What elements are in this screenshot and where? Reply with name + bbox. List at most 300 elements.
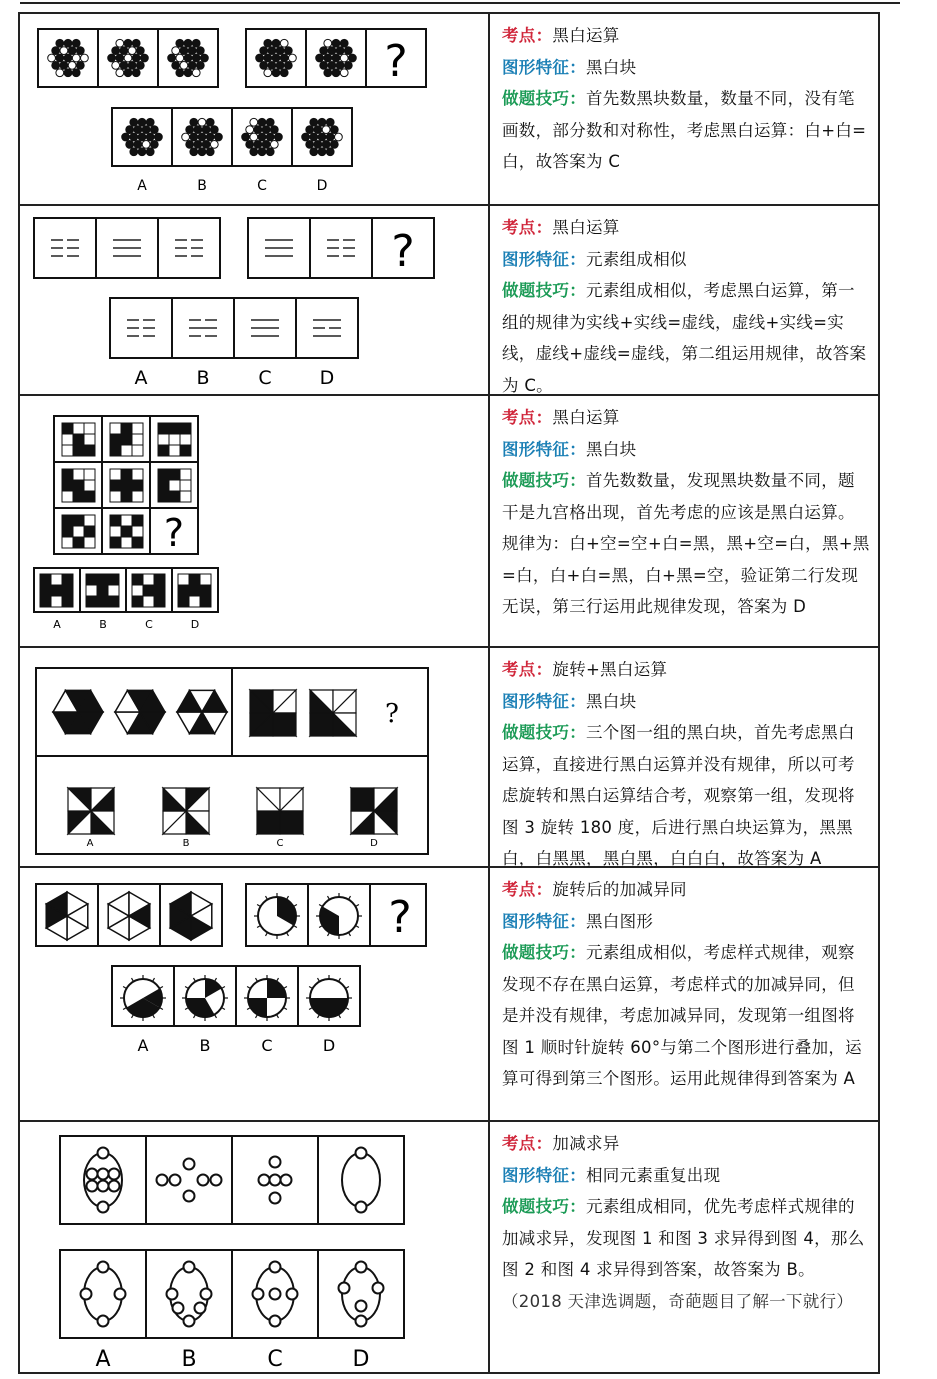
dot: [142, 126, 150, 134]
grid-block: [154, 574, 165, 585]
dot: [264, 39, 272, 47]
grid-block: [169, 445, 180, 456]
option-label: B: [197, 178, 207, 194]
dot: [326, 118, 334, 126]
dot: [134, 126, 142, 134]
dot: [260, 47, 268, 55]
grid-block: [40, 596, 51, 607]
jiqiao-value: 元素组成相似，考虑样式规律，观察发现不存在黑白运算，考虑样式的加减异同，但是并没有规律，考虑加减异同，发现第一组图将图 1 顺时针旋转 60°与第二个图形进行叠加，运算可得到第三个图形。运用此规律得到答案为 A: [502, 943, 862, 1088]
small-circle: [157, 1175, 168, 1186]
dot: [340, 39, 348, 47]
grid-block: [200, 574, 211, 585]
dot: [206, 118, 214, 126]
option-label: C: [258, 367, 272, 389]
dot: [198, 148, 206, 156]
dot: [76, 47, 84, 55]
dot: [116, 69, 124, 77]
dot: [194, 126, 202, 134]
small-circle: [173, 1303, 184, 1314]
small-circle: [270, 1289, 281, 1300]
tezheng-label: 图形特征：: [502, 249, 586, 269]
dot: [132, 54, 140, 62]
grid-block: [62, 596, 73, 607]
dot: [332, 54, 340, 62]
grid-block: [73, 491, 84, 502]
grid-block: [169, 491, 180, 502]
dot: [340, 69, 348, 77]
figure-1: [20, 14, 488, 204]
dot: [302, 133, 310, 141]
grid-block: [178, 596, 189, 607]
dot: [176, 39, 184, 47]
dot: [262, 140, 270, 148]
dot: [268, 47, 276, 55]
grid-block: [86, 596, 97, 607]
kaodian-value: 黑白运算: [552, 408, 620, 427]
grid-block: [84, 491, 95, 502]
question-row-6: [20, 1122, 878, 1372]
small-circle: [98, 1316, 109, 1327]
option-label: B: [182, 838, 190, 849]
dot: [122, 133, 130, 141]
jiqiao-value: 元素组成相同，优先考虑样式规律的加减求异，发现图 1 和图 3 求异得到图 4，那么图 2 和图 4 求异得到答案，故答案为 B。: [502, 1197, 865, 1279]
grid-block: [121, 537, 132, 548]
analysis-cell-2: [490, 206, 878, 394]
option-label: A: [86, 838, 94, 849]
question-row-5: [20, 868, 878, 1122]
grid-block: [158, 423, 169, 434]
analysis-cell-6: [490, 1122, 878, 1372]
dot: [188, 47, 196, 55]
dot: [155, 133, 163, 141]
dot: [318, 118, 326, 126]
grid-block: [110, 469, 121, 480]
jiqiao-label: 做题技巧：: [502, 943, 586, 962]
grid-block: [132, 596, 143, 607]
grid-block: [73, 515, 84, 526]
tezheng-label: 图形特征：: [502, 57, 586, 77]
grid-block: [84, 434, 95, 445]
dot: [196, 61, 204, 69]
dot: [349, 54, 357, 62]
dot: [68, 47, 76, 55]
small-circle: [98, 1262, 109, 1273]
small-circle: [270, 1316, 281, 1327]
option-label: A: [137, 178, 147, 194]
kaodian-value: 旋转+黑白运算: [552, 660, 668, 679]
grid-block: [84, 423, 95, 434]
grid-block: [121, 491, 132, 502]
source-note: （2018 天津选调题，奇葩题目了解一下就行）: [502, 1291, 854, 1311]
grid-block: [121, 515, 132, 526]
grid-block: [189, 596, 200, 607]
kaodian-value: 旋转后的加减异同: [552, 880, 687, 899]
dot: [56, 39, 64, 47]
grid-block: [110, 480, 121, 491]
grid-block: [86, 574, 97, 585]
grid-block: [40, 585, 51, 596]
dot: [128, 47, 136, 55]
dot: [52, 47, 60, 55]
small-circle: [356, 1262, 367, 1273]
dot: [258, 118, 266, 126]
dot: [318, 148, 326, 156]
option-label: C: [257, 178, 267, 194]
dot: [190, 148, 198, 156]
small-circle: [356, 1148, 367, 1159]
jiqiao-value: 首先数数量，发现黑块数量不同，题干是九宫格出现，首先考虑的应该是黑白运算。规律为：白+空=空+白=黑，黑+空=白，黑+黑=白，白+白=黑，白+黑=空，验证第二行发现无误，第三行运用此规律发现，答案为 D: [502, 471, 870, 616]
grid-block: [169, 423, 180, 434]
dot: [258, 148, 266, 156]
jiqiao-value: 首先数黑块数量，数量不同，没有笔画数，部分数和对称性，考虑黑白运算：白+白=白，故答案为 C: [502, 89, 867, 171]
tezheng-value: 黑白块: [586, 57, 637, 77]
dot: [198, 133, 206, 141]
option-label: B: [181, 1347, 197, 1370]
dot: [130, 148, 138, 156]
dot: [150, 126, 158, 134]
dot: [192, 39, 200, 47]
grid-block: [180, 469, 191, 480]
grid-block: [40, 574, 51, 585]
dot: [276, 47, 284, 55]
small-circle: [109, 1169, 120, 1180]
question-mark: ?: [163, 511, 185, 555]
dot: [180, 47, 188, 55]
dot: [280, 54, 288, 62]
small-circle: [98, 1181, 109, 1192]
grid-block: [97, 574, 108, 585]
grid-block: [132, 515, 143, 526]
kaodian-value: 黑白运算: [552, 218, 620, 237]
dot: [332, 39, 340, 47]
figure-cell-2: [20, 206, 490, 394]
question-row-2: [20, 206, 878, 396]
dot: [128, 61, 136, 69]
grid-block: [108, 585, 119, 596]
figure-6: [20, 1122, 488, 1370]
question-mark: ?: [388, 892, 412, 943]
grid-block: [158, 445, 169, 456]
dot: [194, 140, 202, 148]
question-mark: ?: [391, 226, 415, 277]
option-label: C: [276, 838, 284, 849]
dot: [76, 61, 84, 69]
dot: [272, 54, 280, 62]
dot: [210, 126, 218, 134]
small-circle: [211, 1175, 222, 1186]
dot: [190, 133, 198, 141]
dot: [124, 54, 132, 62]
grid-block: [62, 480, 73, 491]
dot: [270, 126, 278, 134]
option-label: C: [261, 1036, 273, 1055]
grid-block: [110, 423, 121, 434]
dot: [324, 39, 332, 47]
grid-block: [73, 423, 84, 434]
small-circle: [373, 1283, 384, 1294]
dot: [318, 133, 326, 141]
dot: [112, 47, 120, 55]
tezheng-value: 黑白图形: [586, 911, 654, 931]
dot: [326, 148, 334, 156]
grid-block: [143, 585, 154, 596]
grid-block: [84, 537, 95, 548]
grid-block: [86, 585, 97, 596]
option-label: A: [53, 618, 61, 631]
grid-block: [121, 434, 132, 445]
dot: [272, 39, 280, 47]
grid-block: [62, 434, 73, 445]
grid-block: [110, 526, 121, 537]
tezheng-value: 相同元素重复出现: [586, 1165, 721, 1185]
dot: [310, 148, 318, 156]
grid-block: [84, 515, 95, 526]
dot: [192, 54, 200, 62]
option-label: D: [352, 1347, 370, 1370]
grid-block: [169, 434, 180, 445]
grid-block: [110, 445, 121, 456]
dot: [280, 39, 288, 47]
grid-block: [189, 585, 200, 596]
dot: [146, 148, 154, 156]
dot: [336, 47, 344, 55]
kaodian-label: 考点：: [502, 1134, 553, 1153]
small-circle: [115, 1289, 126, 1300]
figure-cell-6: [20, 1122, 490, 1372]
kaodian-label: 考点：: [502, 660, 553, 679]
small-circle: [356, 1202, 367, 1213]
grid-block: [62, 423, 73, 434]
grid-block: [143, 574, 154, 585]
dot: [146, 133, 154, 141]
small-circle: [87, 1169, 98, 1180]
grid-block: [73, 480, 84, 491]
dot: [206, 148, 214, 156]
grid-block: [73, 445, 84, 456]
dot: [130, 133, 138, 141]
small-circle: [339, 1283, 350, 1294]
dot: [198, 118, 206, 126]
option-label: C: [267, 1347, 283, 1370]
dot: [266, 118, 274, 126]
small-circle: [170, 1175, 181, 1186]
grid-block: [97, 585, 108, 596]
option-label: D: [190, 618, 200, 631]
small-circle: [98, 1202, 109, 1213]
analysis-cell-1: [490, 14, 878, 204]
jiqiao-label: 做题技巧：: [502, 1197, 586, 1216]
dot: [340, 54, 348, 62]
dot: [116, 39, 124, 47]
jiqiao-label: 做题技巧：: [502, 89, 586, 108]
dot: [246, 126, 254, 134]
small-circle: [184, 1191, 195, 1202]
small-circle: [270, 1157, 281, 1168]
dot: [328, 61, 336, 69]
dot: [60, 61, 68, 69]
dot: [176, 69, 184, 77]
figure-cell-1: [20, 14, 490, 204]
grid-block: [51, 585, 62, 596]
figure-2: [20, 206, 488, 394]
grid-block: [62, 526, 73, 537]
dot: [126, 140, 134, 148]
dot: [64, 54, 72, 62]
dot: [254, 126, 262, 134]
dot: [124, 69, 132, 77]
grid-block: [180, 423, 191, 434]
dot: [64, 39, 72, 47]
grid-block: [62, 585, 73, 596]
grid-block: [121, 445, 132, 456]
dot: [68, 61, 76, 69]
dot: [112, 61, 120, 69]
figure-cell-5: [20, 868, 490, 1120]
dot: [116, 54, 124, 62]
tezheng-value: 黑白块: [586, 439, 637, 459]
grid-block: [73, 434, 84, 445]
grid-block: [180, 491, 191, 502]
grid-block: [189, 574, 200, 585]
grid-block: [178, 574, 189, 585]
grid-block: [62, 469, 73, 480]
figure-3: [20, 396, 488, 646]
grid-block: [84, 445, 95, 456]
small-circle: [87, 1181, 98, 1192]
analysis-cell-5: [490, 868, 878, 1120]
dot: [332, 69, 340, 77]
dot: [310, 133, 318, 141]
tezheng-label: 图形特征：: [502, 911, 586, 931]
dot: [310, 118, 318, 126]
grid-block: [62, 537, 73, 548]
grid-block: [180, 445, 191, 456]
tezheng-label: 图形特征：: [502, 691, 586, 711]
dot: [250, 148, 258, 156]
grid-block: [110, 491, 121, 502]
dot: [168, 54, 176, 62]
dot: [120, 61, 128, 69]
dot: [206, 133, 214, 141]
grid-block: [200, 585, 211, 596]
grid-block: [158, 469, 169, 480]
dot: [176, 54, 184, 62]
dot: [306, 126, 314, 134]
kaodian-label: 考点：: [502, 26, 553, 45]
grid-block: [121, 526, 132, 537]
tezheng-value: 元素组成相似: [586, 249, 687, 269]
dot: [180, 61, 188, 69]
grid-block: [158, 434, 169, 445]
dot: [132, 39, 140, 47]
dot: [184, 69, 192, 77]
jiqiao-value: 元素组成相似，考虑黑白运算，第一组的规律为实线+实线=虚线，虚线+实线=实线，虚线+虚线=虚线，第二组运用规律，故答案为 C。: [502, 281, 867, 395]
dot: [202, 140, 210, 148]
dot: [184, 39, 192, 47]
top-rule: [20, 2, 900, 4]
grid-block: [169, 480, 180, 491]
small-circle: [198, 1175, 209, 1186]
small-circle: [184, 1262, 195, 1273]
tezheng-label: 图形特征：: [502, 1165, 586, 1185]
grid-block: [132, 585, 143, 596]
dot: [188, 61, 196, 69]
kaodian-label: 考点：: [502, 408, 553, 427]
dot: [246, 140, 254, 148]
analysis-cell-3: [490, 396, 878, 646]
dot: [284, 61, 292, 69]
dot: [264, 69, 272, 77]
dot: [138, 148, 146, 156]
dot: [190, 118, 198, 126]
dot: [266, 133, 274, 141]
analysis-cell-4: [490, 648, 878, 866]
dot: [52, 61, 60, 69]
dot: [126, 126, 134, 134]
grid-block: [121, 469, 132, 480]
kaodian-label: 考点：: [502, 880, 553, 899]
dot: [196, 47, 204, 55]
dot: [56, 69, 64, 77]
small-circle: [270, 1175, 281, 1186]
option-label: A: [95, 1347, 111, 1370]
small-circle: [167, 1289, 178, 1300]
dot: [328, 47, 336, 55]
question-mark: ?: [385, 699, 399, 729]
dot: [150, 140, 158, 148]
option-label: D: [322, 1036, 336, 1055]
small-circle: [356, 1301, 367, 1312]
dot: [330, 126, 338, 134]
grid-block: [110, 434, 121, 445]
grid-block: [62, 491, 73, 502]
kaodian-value: 加减求异: [552, 1134, 620, 1153]
small-circle: [98, 1148, 109, 1159]
dot: [322, 126, 330, 134]
grid-block: [121, 423, 132, 434]
tezheng-label: 图形特征：: [502, 439, 586, 459]
dot: [210, 140, 218, 148]
dot: [324, 54, 332, 62]
dot: [256, 54, 264, 62]
small-circle: [270, 1262, 281, 1273]
grid-block: [132, 423, 143, 434]
dot: [108, 54, 116, 62]
grid-block: [178, 585, 189, 596]
grid-block: [180, 480, 191, 491]
option-label: D: [316, 178, 328, 194]
dot: [264, 54, 272, 62]
dot: [48, 54, 56, 62]
option-label: A: [134, 367, 148, 389]
jiqiao-label: 做题技巧：: [502, 281, 586, 300]
dot: [186, 126, 194, 134]
grid-block: [143, 596, 154, 607]
dot: [275, 133, 283, 141]
grid-block: [62, 445, 73, 456]
dot: [132, 69, 140, 77]
grid-block: [132, 526, 143, 537]
grid-block: [84, 526, 95, 537]
dot: [201, 54, 209, 62]
dot: [330, 140, 338, 148]
grid-block: [132, 469, 143, 480]
dot: [215, 133, 223, 141]
figure-5: [20, 868, 488, 1120]
question-row-4: [20, 648, 878, 868]
grid-block: [51, 574, 62, 585]
dot: [258, 133, 266, 141]
